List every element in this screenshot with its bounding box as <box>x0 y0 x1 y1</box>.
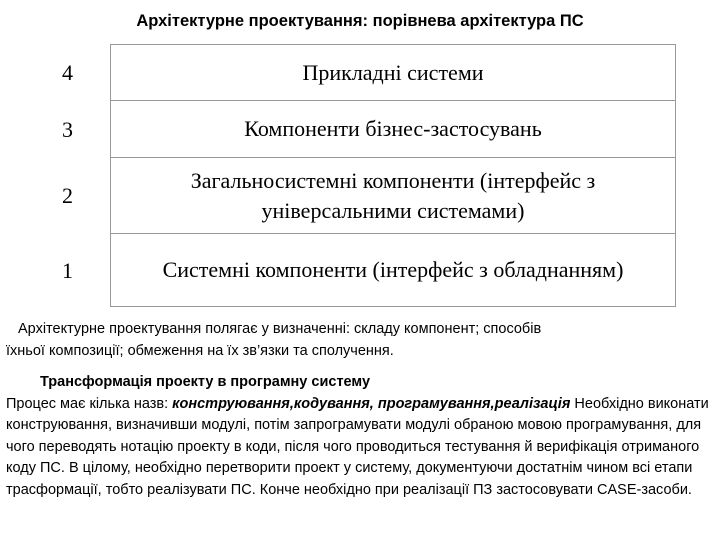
layer-architecture-table <box>40 44 676 307</box>
layer-label-text-line2: універсальними системами) <box>261 197 525 223</box>
layer-row <box>40 101 676 158</box>
layer-row <box>40 234 676 307</box>
layer-row <box>40 158 676 234</box>
layer-number: 4 <box>62 59 73 85</box>
layer-number: 3 <box>62 116 73 142</box>
description-paragraph <box>6 318 706 362</box>
paragraph-line: Архітектурне проектування полягає у визначенні: складу компонент; способів <box>18 321 542 337</box>
section-body <box>6 394 716 502</box>
process-names: конструювання,кодування, програмування,реалізація <box>172 395 571 412</box>
layer-label <box>110 234 676 307</box>
layer-row <box>40 44 676 101</box>
layer-number: 1 <box>62 257 73 283</box>
layer-label-text: Компоненти бізнес-застосувань <box>244 116 542 141</box>
layer-label-text: Загальносистемні компоненти (інтерфейс з <box>190 167 596 193</box>
layer-label <box>110 44 676 101</box>
layer-number: 2 <box>62 183 73 208</box>
layer-label <box>110 158 676 234</box>
layer-label <box>110 101 676 158</box>
section-intro: Процес має кілька назв: <box>6 395 173 412</box>
layer-label-text: Системні компоненти (інтерфейс з обладнанням) <box>162 257 624 282</box>
layer-label-text: Прикладні системи <box>302 59 484 85</box>
section-title: Трансформація проекту в програмну систему <box>40 374 371 390</box>
page-title: Архітектурне проектування: порівнева архітектура ПС <box>136 12 584 30</box>
section-text: Необхідно виконати конструювання, визначивши модулі, потім запрограмувати модулі обраною мовою програмування, для чого переводять нотацію проекту в коди, після чого проводиться тестування й верифікація отриманого коду ПС. В цілому, необхідно перетворити проект у систему, документуючи достатнім чином всі етапи трасформації, тобто реалізувати ПС. Конче необхідно при реалізації ПЗ застосовувати CASE-засоби. <box>6 395 709 498</box>
paragraph-line: їхньої композиції; обмеження на їх зв’язки та сполучення. <box>6 343 394 359</box>
transformation-section <box>6 372 716 501</box>
